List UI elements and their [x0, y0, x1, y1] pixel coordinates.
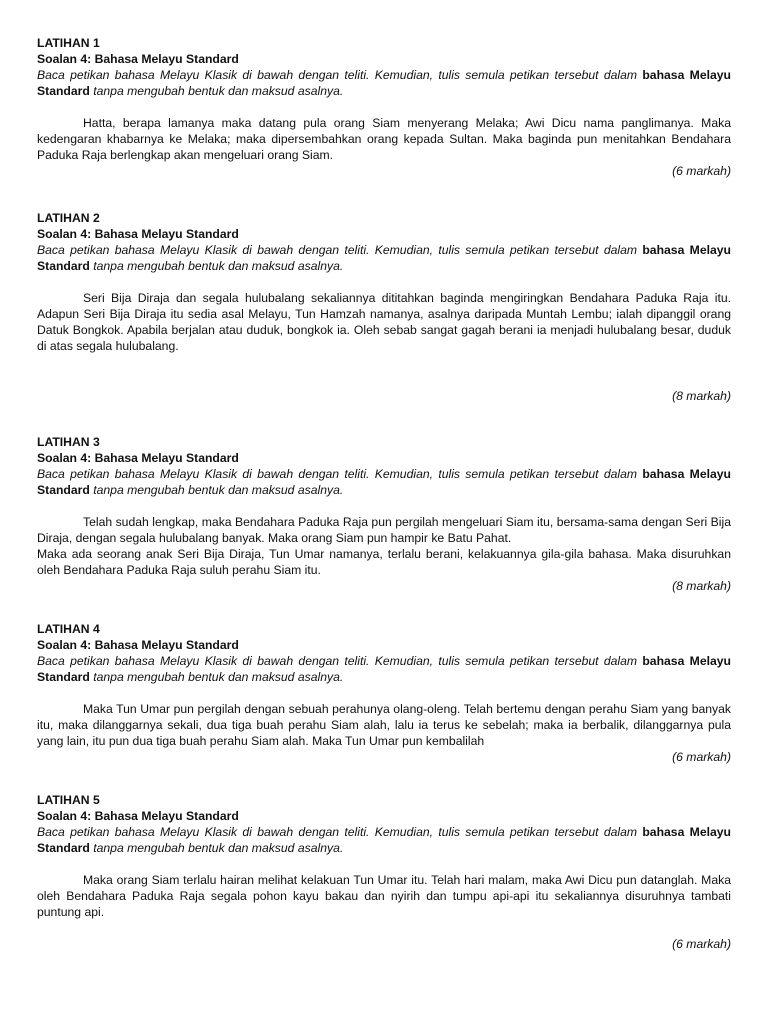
exercise-passage-2: Maka ada seorang anak Seri Bija Diraja, Tun Umar namanya, terlalu berani, kelakuannya gila-gila bahasa. Maka disuruhkan oleh Bendahara Paduka Raja suluh perahu Siam itu.	[37, 547, 731, 577]
exercise-marks: (6 markah)	[672, 750, 731, 764]
exercise-subtitle: Soalan 4: Bahasa Melayu Standard	[37, 638, 239, 652]
exercise-subtitle: Soalan 4: Bahasa Melayu Standard	[37, 52, 239, 66]
exercise-subtitle: Soalan 4: Bahasa Melayu Standard	[37, 451, 239, 465]
exercise-marks: (6 markah)	[672, 937, 731, 951]
exercise-passage: Maka Tun Umar pun pergilah dengan sebuah perahunya olang-oleng. Telah bertemu dengan perahu Siam yang banyak itu, maka dilanggarnya sekali, dua tiga buah perahu Siam alah, lalu ia terus ke sebelah; maka ia berbalik, dilanggarnya pula yang lain, itu pun dua tiga buah perahu Siam alah. Maka Tun Umar pun kembalilah	[37, 702, 731, 748]
exercise-instruction: Baca petikan bahasa Melayu Klasik di bawah dengan teliti. Kemudian, tulis semula petikan tersebut dalam bahasa Melayu Standard tanpa mengubah bentuk dan maksud asalnya.	[37, 243, 731, 273]
exercise-instruction: Baca petikan bahasa Melayu Klasik di bawah dengan teliti. Kemudian, tulis semula petikan tersebut dalam bahasa Melayu Standard tanpa mengubah bentuk dan maksud asalnya.	[37, 654, 731, 684]
exercise-instruction: Baca petikan bahasa Melayu Klasik di bawah dengan teliti. Kemudian, tulis semula petikan tersebut dalam bahasa Melayu Standard tanpa mengubah bentuk dan maksud asalnya.	[37, 68, 731, 98]
exercise-title: LATIHAN 1	[37, 36, 100, 50]
exercise-instruction: Baca petikan bahasa Melayu Klasik di bawah dengan teliti. Kemudian, tulis semula petikan tersebut dalam bahasa Melayu Standard tanpa mengubah bentuk dan maksud asalnya.	[37, 825, 731, 855]
exercise-passage: Hatta, berapa lamanya maka datang pula orang Siam menyerang Melaka; Awi Dicu nama panglimanya. Maka kedengaran khabarnya ke Melaka; maka dipersembahkan orang kepada Sultan. Maka baginda pun menitahkan Bendahara Paduka Raja berlengkap akan mengeluari orang Siam.	[37, 116, 731, 162]
exercise-3	[37, 434, 731, 594]
exercise-instruction: Baca petikan bahasa Melayu Klasik di bawah dengan teliti. Kemudian, tulis semula petikan tersebut dalam bahasa Melayu Standard tanpa mengubah bentuk dan maksud asalnya.	[37, 467, 731, 497]
exercise-marks: (8 markah)	[672, 389, 731, 403]
exercise-title: LATIHAN 4	[37, 622, 100, 636]
exercise-4	[37, 621, 731, 765]
exercise-2	[37, 210, 731, 404]
exercise-passage: Seri Bija Diraja dan segala hulubalang sekaliannya dititahkan baginda mengiringkan Bendahara Paduka Raja itu. Adapun Seri Bija Diraja itu sedia asal Melayu, Tun Hamzah namanya, asalnya daripada Muntah Lembu; ialah dipanggil orang Datuk Bongkok. Apabila berjalan atau duduk, bongkok ia. Oleh sebab sangat gagah berani ia menjadi hulubalang besar, duduk di atas segala hulubalang.	[37, 291, 731, 353]
exercise-title: LATIHAN 2	[37, 211, 100, 225]
exercise-1	[37, 35, 731, 179]
exercise-subtitle: Soalan 4: Bahasa Melayu Standard	[37, 809, 239, 823]
exercise-marks: (8 markah)	[672, 579, 731, 593]
exercise-title: LATIHAN 3	[37, 435, 100, 449]
exercise-subtitle: Soalan 4: Bahasa Melayu Standard	[37, 227, 239, 241]
exercise-5	[37, 792, 731, 952]
exercise-passage: Telah sudah lengkap, maka Bendahara Paduka Raja pun pergilah mengeluari Siam itu, bersama-sama dengan Seri Bija Diraja, dengan segala hulubalang banyak. Maka orang Siam pun hampir ke Batu Pahat.	[37, 515, 731, 545]
exercise-marks: (6 markah)	[672, 164, 731, 178]
exercise-title: LATIHAN 5	[37, 793, 100, 807]
exercise-passage: Maka orang Siam terlalu hairan melihat kelakuan Tun Umar itu. Telah hari malam, maka Awi Dicu pun datanglah. Maka oleh Bendahara Paduka Raja segala pohon kayu bakau dan nyirih dan tumpu api-api itu sekaliannya disuruhnya tambati puntung api.	[37, 873, 731, 919]
